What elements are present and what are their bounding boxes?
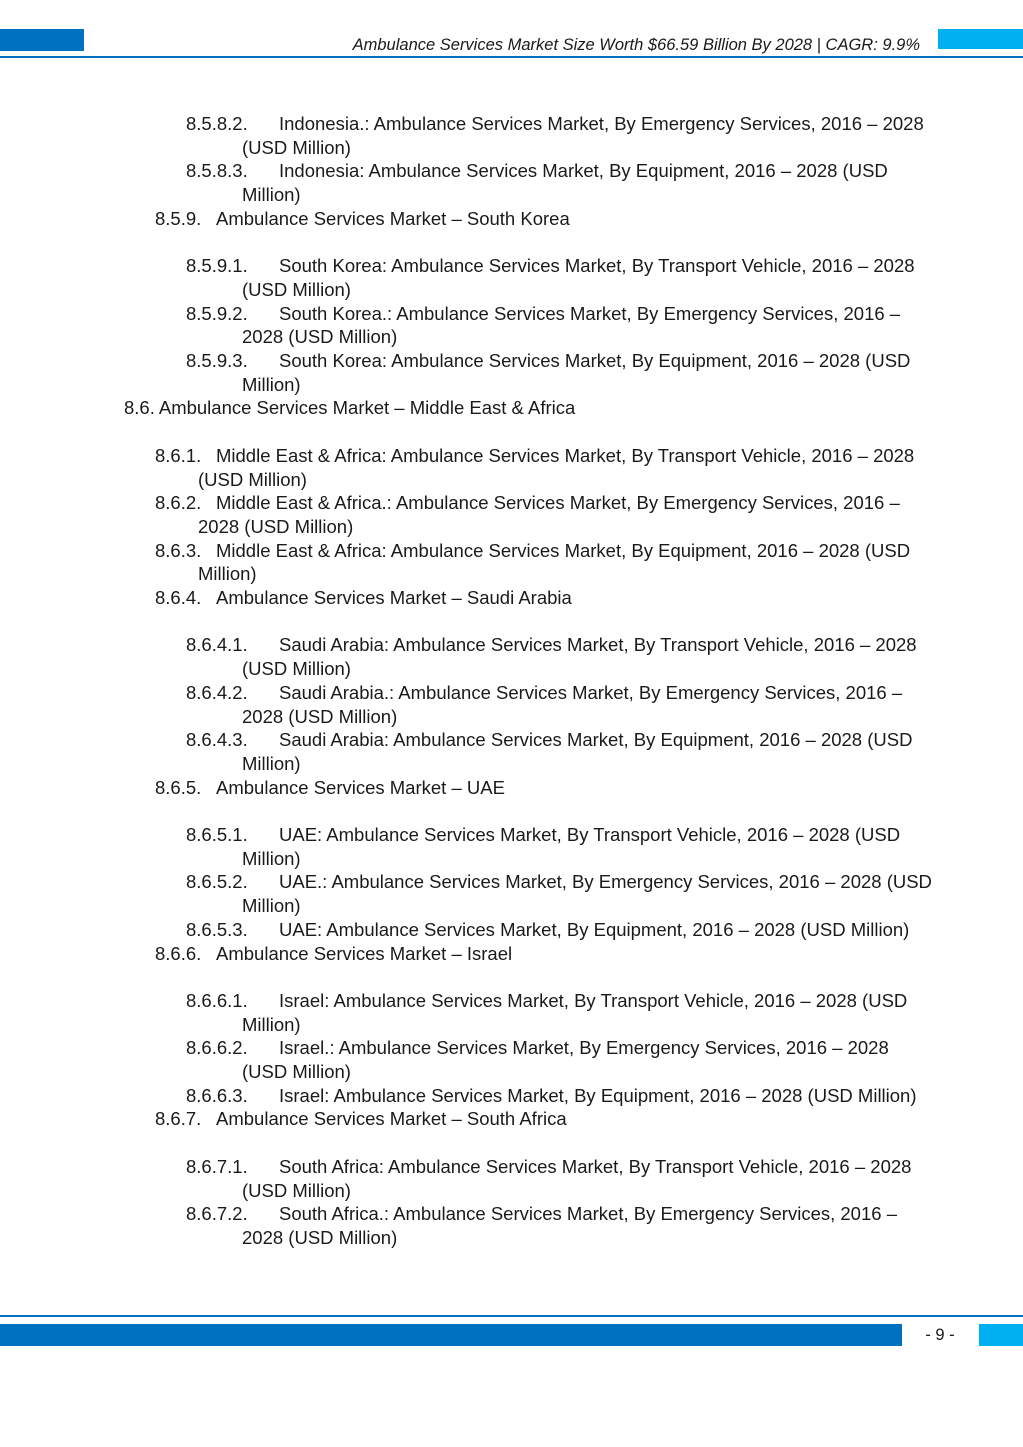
- toc-entry: [0, 633, 1023, 680]
- toc-entry-number: 8.6.7.2.: [186, 1203, 248, 1225]
- toc-entry-number: 8.6.5.: [155, 776, 202, 798]
- spacer: [0, 799, 1023, 823]
- toc-entry: [0, 539, 1023, 586]
- toc-entry-text: Ambulance Services Market – South Korea: [216, 207, 570, 229]
- toc-entry: [0, 302, 1023, 349]
- toc-entry-number: 8.5.9.1.: [186, 255, 248, 277]
- page-number: - 9 -: [925, 1326, 955, 1344]
- toc-entry: [0, 681, 1023, 728]
- toc-entry-text: Ambulance Services Market – Israel: [216, 942, 513, 964]
- toc-entry-text: Saudi Arabia.: Ambulance Services Market, By Emergency Services, 2016 – 2028 (USD Million): [242, 681, 903, 727]
- toc-entry-text: South Africa: Ambulance Services Market, By Transport Vehicle, 2016 – 2028 (USD Million): [242, 1155, 912, 1201]
- footer-bar: [0, 1324, 902, 1346]
- toc-entry-number: 8.6.5.2.: [186, 871, 248, 893]
- toc-entry: [0, 491, 1023, 538]
- toc-entry-text: Middle East & Africa: Ambulance Services Market, By Equipment, 2016 – 2028 (USD Million): [198, 539, 911, 585]
- toc-entry-number: 8.6.7.: [155, 1108, 202, 1130]
- toc-entry: [0, 918, 1023, 942]
- toc-entry-text: Ambulance Services Market – UAE: [216, 776, 505, 798]
- toc-entry-text: Ambulance Services Market – Saudi Arabia: [216, 587, 572, 609]
- toc-entry: [0, 444, 1023, 491]
- toc-entry-text: Israel: Ambulance Services Market, By Transport Vehicle, 2016 – 2028 (USD Million): [242, 989, 908, 1035]
- toc-entry-number: 8.6.2.: [155, 492, 202, 514]
- toc-entry: [0, 823, 1023, 870]
- toc-entry: [0, 207, 1023, 231]
- toc-entry-text: UAE.: Ambulance Services Market, By Emergency Services, 2016 – 2028 (USD Million): [242, 871, 932, 917]
- header-rule: [0, 56, 1023, 58]
- toc-entry: [0, 942, 1023, 966]
- spacer: [0, 420, 1023, 444]
- toc-entry-number: 8.6.1.: [155, 444, 202, 466]
- spacer: [0, 965, 1023, 989]
- toc-entry-number: 8.6.4.: [155, 587, 202, 609]
- footer-accent-right: [979, 1324, 1023, 1346]
- toc-entry-number: 8.6.4.1.: [186, 634, 248, 656]
- toc-entry-text: UAE: Ambulance Services Market, By Equipment, 2016 – 2028 (USD Million): [279, 918, 910, 940]
- toc-entry-number: 8.6.5.1.: [186, 824, 248, 846]
- toc-entry: [0, 1036, 1023, 1083]
- toc-entry-text: UAE: Ambulance Services Market, By Transport Vehicle, 2016 – 2028 (USD Million): [242, 824, 901, 869]
- toc-entry-number: 8.6.7.1.: [186, 1155, 248, 1177]
- toc-entry-number: 8.5.8.3.: [186, 160, 248, 182]
- toc-entry-text: Israel: Ambulance Services Market, By Equipment, 2016 – 2028 (USD Million): [279, 1084, 917, 1106]
- toc-entry-text: Indonesia.: Ambulance Services Market, By Emergency Services, 2016 – 2028 (USD Million): [242, 113, 924, 158]
- toc-entry-text: South Africa.: Ambulance Services Market, By Emergency Services, 2016 – 2028 (USD Million): [242, 1203, 897, 1248]
- toc-entry-number: 8.5.9.2.: [186, 302, 248, 324]
- table-of-contents: [0, 112, 1023, 1250]
- toc-entry-number: 8.6.3.: [155, 539, 202, 561]
- toc-entry-number: 8.6.6.3.: [186, 1084, 248, 1106]
- toc-entry-text: Middle East & Africa.: Ambulance Services Market, By Emergency Services, 2016 – 2028 (USD Million): [198, 492, 900, 537]
- toc-entry-number: 8.6.4.3.: [186, 729, 248, 751]
- toc-entry-text: Saudi Arabia: Ambulance Services Market, By Equipment, 2016 – 2028 (USD Million): [242, 729, 913, 774]
- toc-entry-text: Israel.: Ambulance Services Market, By Emergency Services, 2016 – 2028 (USD Million): [242, 1037, 889, 1083]
- toc-entry: [0, 159, 1023, 206]
- toc-entry-text: Middle East & Africa: Ambulance Services Market, By Transport Vehicle, 2016 – 2028 (USD Million): [198, 444, 915, 490]
- header-accent-left: [0, 29, 84, 51]
- toc-entry-number: 8.6.5.3.: [186, 918, 248, 940]
- toc-entry-text: South Korea: Ambulance Services Market, By Transport Vehicle, 2016 – 2028 (USD Million): [242, 255, 915, 300]
- toc-entry: [0, 728, 1023, 775]
- toc-entry: [0, 349, 1023, 396]
- toc-entry-text: Saudi Arabia: Ambulance Services Market, By Transport Vehicle, 2016 – 2028 (USD Million): [242, 634, 917, 680]
- toc-entry-text: Indonesia: Ambulance Services Market, By Equipment, 2016 – 2028 (USD Million): [242, 160, 888, 206]
- header-title: Ambulance Services Market Size Worth $66.59 Billion By 2028 | CAGR: 9.9%: [352, 36, 920, 54]
- toc-entry-number: 8.6.6.: [155, 942, 202, 964]
- toc-entry-text: South Korea: Ambulance Services Market, By Equipment, 2016 – 2028 (USD Million): [242, 350, 911, 395]
- toc-entry: [0, 1084, 1023, 1108]
- toc-entry: [0, 254, 1023, 301]
- footer-rule: [0, 1315, 1023, 1317]
- toc-entry: [0, 396, 1023, 420]
- toc-entry-number: 8.6.6.1.: [186, 989, 248, 1011]
- toc-entry: [0, 1107, 1023, 1131]
- toc-entry-number: 8.5.9.: [155, 207, 202, 229]
- toc-entry-number: 8.6.: [124, 397, 155, 419]
- toc-entry: [0, 1202, 1023, 1249]
- toc-entry: [0, 1155, 1023, 1202]
- toc-entry: [0, 870, 1023, 917]
- spacer: [0, 610, 1023, 634]
- toc-entry: [0, 776, 1023, 800]
- toc-entry: [0, 586, 1023, 610]
- toc-entry-number: 8.5.9.3.: [186, 350, 248, 372]
- toc-entry-text: Ambulance Services Market – South Africa: [216, 1108, 567, 1130]
- toc-entry-text: Ambulance Services Market – Middle East & Africa: [158, 397, 576, 419]
- toc-entry: [0, 112, 1023, 159]
- toc-entry-text: South Korea.: Ambulance Services Market, By Emergency Services, 2016 – 2028 (USD Million): [242, 302, 901, 348]
- toc-entry-number: 8.6.6.2.: [186, 1037, 248, 1059]
- spacer: [0, 231, 1023, 255]
- spacer: [0, 1131, 1023, 1155]
- header-accent-right: [938, 29, 1023, 49]
- toc-entry-number: 8.6.4.2.: [186, 681, 248, 703]
- toc-entry-number: 8.5.8.2.: [186, 113, 248, 134]
- toc-entry: [0, 989, 1023, 1036]
